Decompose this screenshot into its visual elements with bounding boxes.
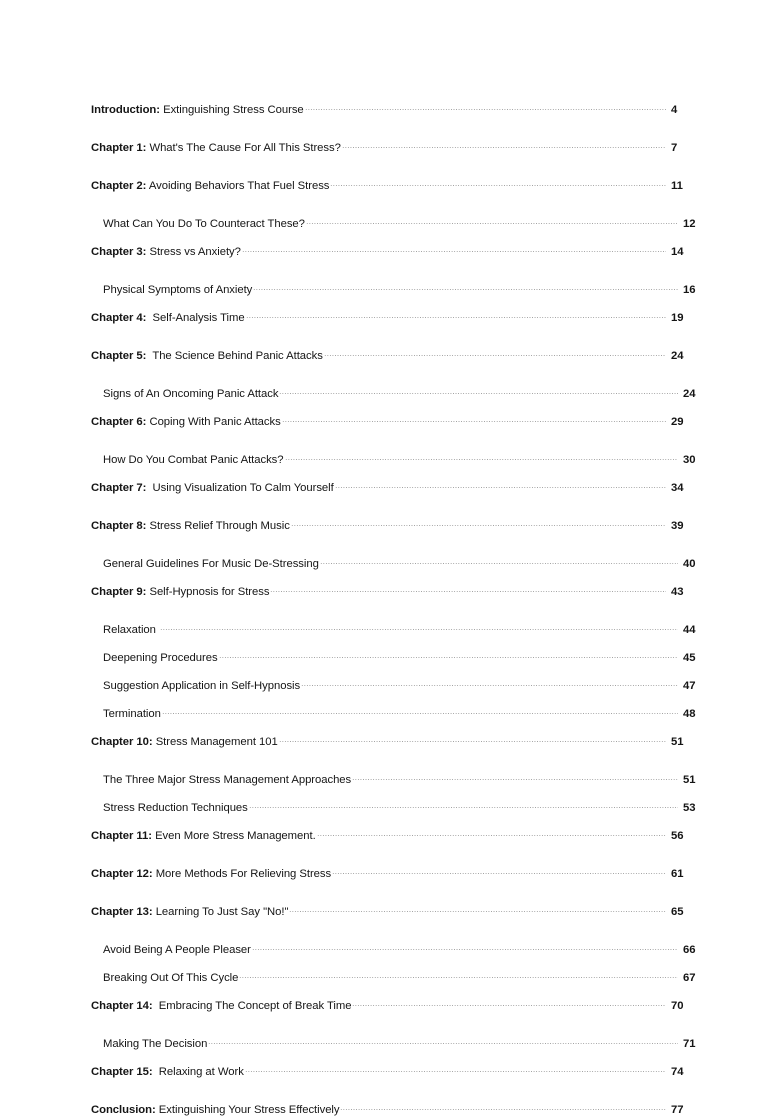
toc-entry[interactable] [91, 864, 699, 882]
dot-leader [291, 516, 666, 529]
toc-entry[interactable] [91, 478, 699, 496]
toc-entry[interactable] [91, 582, 699, 600]
toc-entry-prefix: Chapter 15: [91, 1066, 153, 1078]
toc-page-number: 61 [671, 868, 684, 880]
toc-entry[interactable] [91, 384, 711, 402]
dot-leader [279, 384, 678, 397]
toc-page-number: 51 [683, 774, 696, 786]
toc-entry[interactable] [91, 798, 711, 816]
toc-entry[interactable] [91, 450, 711, 468]
toc-entry-text [103, 387, 278, 402]
toc-entry[interactable] [91, 516, 699, 534]
dot-leader [162, 704, 678, 717]
toc-entry-text [103, 679, 300, 694]
toc-entry[interactable] [91, 770, 711, 788]
dot-leader [352, 996, 666, 1009]
dot-leader [279, 732, 666, 745]
dot-leader [160, 620, 678, 633]
dot-leader [252, 940, 678, 953]
toc-entry-text [91, 829, 316, 844]
toc-entry-text [91, 103, 304, 118]
toc-entry-prefix: Chapter 3: [91, 246, 147, 258]
toc-entry[interactable] [91, 902, 699, 920]
toc-entry-text [91, 585, 269, 600]
toc-page-number: 24 [683, 388, 696, 400]
dot-leader [324, 346, 666, 359]
toc-entry-prefix: Chapter 8: [91, 520, 147, 532]
toc-page-number: 48 [683, 708, 696, 720]
toc-page-number: 11 [671, 180, 683, 192]
toc-entry-title: The Three Major Stress Management Approaches [103, 774, 352, 786]
toc-entry-text [103, 283, 252, 298]
toc-entry-prefix: Chapter 11: [91, 830, 152, 842]
dot-leader [246, 308, 666, 321]
toc-entry-title: Breaking Out Of This Cycle [103, 972, 239, 984]
toc-entry-text [103, 651, 218, 666]
toc-entry-text [103, 773, 351, 788]
dot-leader [208, 1034, 678, 1047]
toc-entry-title: Relaxation [103, 624, 159, 636]
toc-entry[interactable] [91, 732, 699, 750]
toc-entry-title: Learning To Just Say "No!" [152, 906, 289, 918]
toc-entry[interactable] [91, 346, 699, 364]
toc-entry-text [103, 1037, 207, 1052]
toc-entry-text [103, 943, 251, 958]
toc-page-number: 53 [683, 802, 696, 814]
toc-entry-title: Suggestion Application in Self-Hypnosis [103, 680, 301, 692]
toc-page-number: 70 [671, 1000, 684, 1012]
toc-entry-text [91, 481, 334, 496]
toc-entry-text [103, 707, 161, 722]
toc-entry[interactable] [91, 308, 699, 326]
toc-entry[interactable] [91, 412, 699, 430]
toc-entry-list [91, 100, 699, 1118]
toc-entry-title: Extinguishing Stress Course [160, 104, 304, 116]
toc-entry-title: Termination [103, 708, 161, 720]
toc-entry-title: Deepening Procedures [103, 652, 218, 664]
dot-leader [253, 280, 678, 293]
toc-entry-title: Self-Analysis Time [146, 312, 245, 324]
dot-leader [332, 864, 666, 877]
toc-entry-text [91, 415, 281, 430]
toc-entry[interactable] [91, 100, 699, 118]
toc-page-number: 51 [671, 736, 684, 748]
toc-entry-title: General Guidelines For Music De-Stressing [103, 558, 319, 570]
dot-leader [305, 100, 666, 113]
toc-entry-title: What's The Cause For All This Stress? [146, 142, 341, 154]
toc-entry-text [103, 971, 238, 986]
toc-entry-title: Stress Management 101 [152, 736, 278, 748]
dot-leader [342, 138, 666, 151]
toc-entry-text [103, 801, 248, 816]
dot-leader [239, 968, 678, 981]
toc-entry-text [103, 453, 284, 468]
toc-entry-title: Making The Decision [103, 1038, 208, 1050]
toc-entry-prefix: Chapter 12: [91, 868, 153, 880]
toc-entry-prefix: Chapter 10: [91, 736, 153, 748]
toc-page-number: 14 [671, 246, 684, 258]
toc-entry-title: How Do You Combat Panic Attacks? [103, 454, 284, 466]
toc-entry[interactable] [91, 280, 711, 298]
toc-entry-text [103, 557, 319, 572]
dot-leader [242, 242, 666, 255]
toc-page-number: 65 [671, 906, 684, 918]
dot-leader [301, 676, 678, 689]
dot-leader [285, 450, 678, 463]
toc-entry-title: The Science Behind Panic Attacks [146, 350, 323, 362]
toc-entry-prefix: Chapter 13: [91, 906, 153, 918]
toc-entry[interactable] [91, 242, 699, 260]
toc-entry-title: Physical Symptoms of Anxiety [103, 284, 253, 296]
dot-leader [306, 214, 678, 227]
toc-entry[interactable] [91, 1034, 711, 1052]
toc-page-number: 56 [671, 830, 684, 842]
dot-leader [282, 412, 666, 425]
toc-entry-text [91, 735, 278, 750]
toc-entry-text [91, 867, 331, 882]
dot-leader [335, 478, 666, 491]
toc-entry-text [91, 519, 290, 534]
toc-entry-text [91, 1065, 244, 1080]
toc-page-number: 19 [671, 312, 684, 324]
dot-leader [249, 798, 678, 811]
toc-page-number: 77 [671, 1104, 684, 1116]
dot-leader [352, 770, 678, 783]
toc-entry-text [103, 623, 159, 638]
toc-page-number: 30 [683, 454, 696, 466]
toc-entry-prefix: Chapter 6: [91, 416, 147, 428]
toc-page-number: 24 [671, 350, 684, 362]
dot-leader [320, 554, 678, 567]
toc-entry-title: Using Visualization To Calm Yourself [146, 482, 334, 494]
toc-entry-prefix: Conclusion: [91, 1104, 156, 1116]
toc-entry-text [91, 141, 341, 156]
toc-page-number: 16 [683, 284, 696, 296]
toc-page-number: 67 [683, 972, 696, 984]
toc-page-number: 74 [671, 1066, 684, 1078]
toc-page-number: 44 [683, 624, 696, 636]
toc-entry-text [91, 179, 329, 194]
dot-leader [289, 902, 666, 915]
toc-entry-title: Even More Stress Management. [151, 830, 316, 842]
toc-page-number: 71 [683, 1038, 696, 1050]
dot-leader [219, 648, 678, 661]
dot-leader [317, 826, 666, 839]
dot-leader [245, 1062, 666, 1075]
toc-entry-text [91, 245, 241, 260]
toc-page-number: 43 [671, 586, 684, 598]
toc-page-number: 66 [683, 944, 696, 956]
toc-entry-title: Stress vs Anxiety? [146, 246, 241, 258]
toc-page-number: 29 [671, 416, 684, 428]
toc-entry-prefix: Chapter 14: [91, 1000, 153, 1012]
toc-entry[interactable] [91, 620, 711, 638]
toc-entry-text [91, 311, 245, 326]
toc-entry-text [91, 1103, 339, 1118]
toc-entry-title: Embracing The Concept of Break Time [152, 1000, 352, 1012]
toc-entry-text [103, 217, 305, 232]
toc-entry-title: Avoiding Behaviors That Fuel Stress [146, 180, 330, 192]
dot-leader [330, 176, 666, 189]
toc-entry[interactable] [91, 704, 711, 722]
toc-entry[interactable] [91, 940, 711, 958]
toc-entry-title: Coping With Panic Attacks [146, 416, 281, 428]
toc-entry[interactable] [91, 176, 699, 194]
toc-entry-title: Extinguishing Your Stress Effectively [155, 1104, 340, 1116]
toc-entry-text [91, 905, 288, 920]
toc-entry[interactable] [91, 1062, 699, 1080]
toc-entry-title: More Methods For Relieving Stress [152, 868, 332, 880]
toc-entry-prefix: Chapter 2: [91, 180, 147, 192]
toc-entry[interactable] [91, 676, 711, 694]
toc-entry[interactable] [91, 214, 711, 232]
toc-page-number: 40 [683, 558, 696, 570]
toc-entry-prefix: Chapter 7: [91, 482, 147, 494]
toc-page-number: 47 [683, 680, 696, 692]
toc-entry-title: Stress Relief Through Music [146, 520, 290, 532]
toc-entry-title: Avoid Being A People Pleaser [103, 944, 251, 956]
toc-entry-title: Stress Reduction Techniques [103, 802, 248, 814]
toc-entry[interactable] [91, 138, 699, 156]
toc-entry-prefix: Chapter 5: [91, 350, 147, 362]
toc-page-number: 7 [671, 142, 678, 154]
toc-page-number: 12 [683, 218, 696, 230]
toc-page-number: 34 [671, 482, 684, 494]
toc-page-number: 4 [671, 104, 678, 116]
toc-entry-prefix: Chapter 4: [91, 312, 147, 324]
toc-entry-prefix: Introduction: [91, 104, 160, 116]
toc-entry-prefix: Chapter 1: [91, 142, 147, 154]
toc-entry-title: Self-Hypnosis for Stress [146, 586, 270, 598]
toc-entry-title: Signs of An Oncoming Panic Attack [103, 388, 279, 400]
toc-entry[interactable] [91, 996, 699, 1014]
toc-page-number: 39 [671, 520, 684, 532]
toc-page-number: 45 [683, 652, 696, 664]
toc-entry-prefix: Chapter 9: [91, 586, 147, 598]
toc-entry[interactable] [91, 826, 699, 844]
toc-entry[interactable] [91, 968, 711, 986]
dot-leader [340, 1100, 666, 1113]
toc-entry-title: What Can You Do To Counteract These? [103, 218, 305, 230]
toc-entry-title: Relaxing at Work [152, 1066, 244, 1078]
toc-entry[interactable] [91, 648, 711, 666]
toc-entry[interactable] [91, 1100, 699, 1118]
toc-entry[interactable] [91, 554, 711, 572]
toc-entry-text [91, 999, 351, 1014]
dot-leader [270, 582, 666, 595]
toc-entry-text [91, 349, 323, 364]
